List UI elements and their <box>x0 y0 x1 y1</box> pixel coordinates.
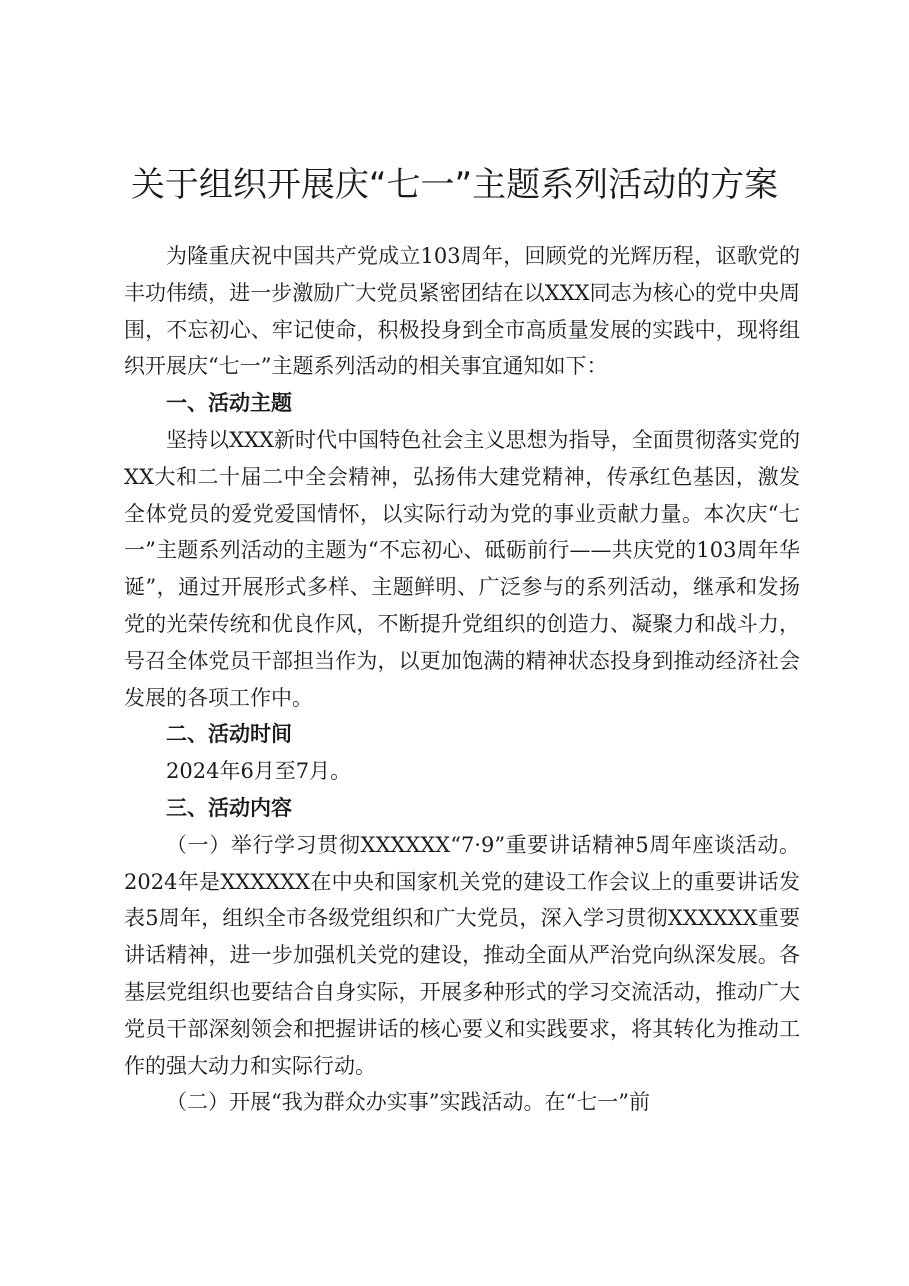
content-paragraph-1: （一）举行学习贯彻XXXXXX“7·9”重要讲话精神5周年座谈活动。2024年是XXXXXX在中央和国家机关党的建设工作会议上的重要讲话发表5周年，组织全市各级党组织和广大党员，深入学习贯彻XXXXXX重要讲话精神，进一步加强机关党的建设，推动全面从严治党向纵深发展。各基层党组织也要结合自身实际，开展多种形式的学习交流活动，推动广大党员干部深刻领会和把握讲话的核心要义和实践要求，将其转化为推动工作的强大动力和实际行动。 <box>124 832 800 1078</box>
document-body <box>124 238 800 1121</box>
document-title: 关于组织开展庆“七一”主题系列活动的方案 <box>130 165 779 205</box>
time-paragraph: 2024年6月至7月。 <box>166 759 352 784</box>
section-heading-theme: 一、活动主题 <box>166 391 292 416</box>
theme-paragraph: 坚持以XXX新时代中国特色社会主义思想为指导，全面贯彻落实党的XX大和二十届二中全会精神，弘扬伟大建党精神，传承红色基因，激发全体党员的爱党爱国情怀，以实际行动为党的事业贡献力量。本次庆“七一”主题系列活动的主题为“不忘初心、砥砺前行——共庆党的103周年华诞”，通过开展形式多样、主题鲜明、广泛参与的系列活动，继承和发扬党的光荣传统和优良作风，不断提升党组织的创造力、凝聚力和战斗力，号召全体党员干部担当作为，以更加饱满的精神状态投身到推动经济社会发展的各项工作中。 <box>124 427 800 710</box>
section-heading-content: 三、活动内容 <box>166 795 292 820</box>
intro-paragraph: 为隆重庆祝中国共产党成立103周年，回顾党的光辉历程，讴歌党的丰功伟绩，进一步激励广大党员紧密团结在以XXX同志为核心的党中央周围，不忘初心、牢记使命，积极投身到全市高质量发展的实践中，现将组织开展庆“七一”主题系列活动的相关事宜通知如下： <box>124 244 800 379</box>
section-heading-time: 二、活动时间 <box>166 722 292 747</box>
content-paragraph-2: （二）开展“我为群众办实事”实践活动。在“七一”前 <box>166 1090 650 1115</box>
